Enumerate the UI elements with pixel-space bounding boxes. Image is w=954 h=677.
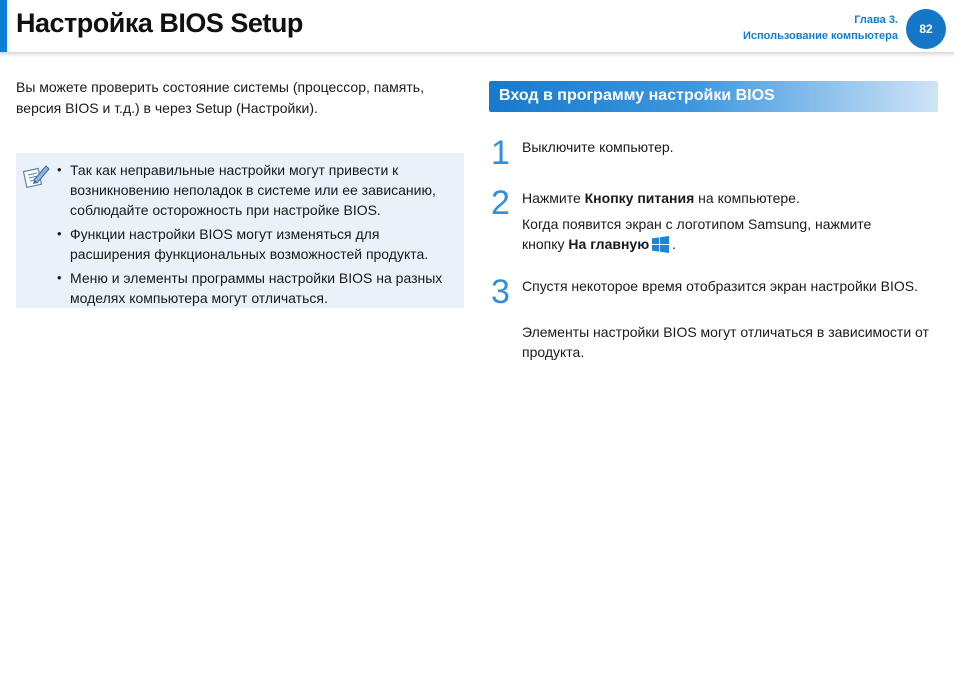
note-item: • Так как неправильные настройки могут привести к возникновению неполадок в системе или ее зависанию, соблюдайте осторожность при настройке BIOS. xyxy=(70,160,462,220)
page-title: Настройка BIOS Setup xyxy=(16,8,303,38)
chapter-number: Глава 3. xyxy=(854,14,898,26)
step-2-line-2-pre: Когда появится экран с логотипом Samsung, нажмите кнопку xyxy=(522,216,872,252)
note-item: • Функции настройки BIOS могут изменяться для расширения функциональных возможностей продукта. xyxy=(70,224,462,264)
section-title: Вход в программу настройки BIOS xyxy=(499,87,775,104)
step-2-line-1-post: на компьютере. xyxy=(694,190,800,206)
step-3-paragraph-1: Спустя некоторое время отобразится экран настройки BIOS. xyxy=(522,278,918,294)
step-number-2: 2 xyxy=(491,184,510,222)
step-number-1: 1 xyxy=(491,134,510,172)
step-2-line-2-post: . xyxy=(672,236,677,252)
header-divider xyxy=(0,52,954,58)
note-list xyxy=(70,160,462,312)
page-number-badge: 82 xyxy=(906,9,946,49)
chapter-label xyxy=(743,12,898,44)
power-button-label: Кнопку питания xyxy=(584,190,695,206)
windows-logo-icon xyxy=(652,236,669,253)
section-header xyxy=(489,81,938,112)
step-2-line-2 xyxy=(522,214,917,254)
note-pencil-icon xyxy=(22,161,50,189)
step-number-3: 3 xyxy=(491,273,510,311)
step-2-line-1-pre: Нажмите xyxy=(522,190,585,206)
step-2-line-1 xyxy=(522,188,942,208)
header-accent-bar xyxy=(0,0,7,52)
home-button-label: На главную xyxy=(568,236,650,252)
note-box xyxy=(16,153,464,308)
chapter-title: Использование компьютера xyxy=(742,30,898,42)
intro-paragraph: Вы можете проверить состояние системы (процессор, память, версия BIOS и т.д.) в через Setup (Настройки). xyxy=(16,79,424,116)
step-1-text: Выключите компьютер. xyxy=(522,139,674,155)
step-3-paragraph-2: Элементы настройки BIOS могут отличаться в зависимости от продукта. xyxy=(522,324,929,360)
note-item: • Меню и элементы программы настройки BIOS на разных моделях компьютера могут отличаться. xyxy=(70,268,462,308)
